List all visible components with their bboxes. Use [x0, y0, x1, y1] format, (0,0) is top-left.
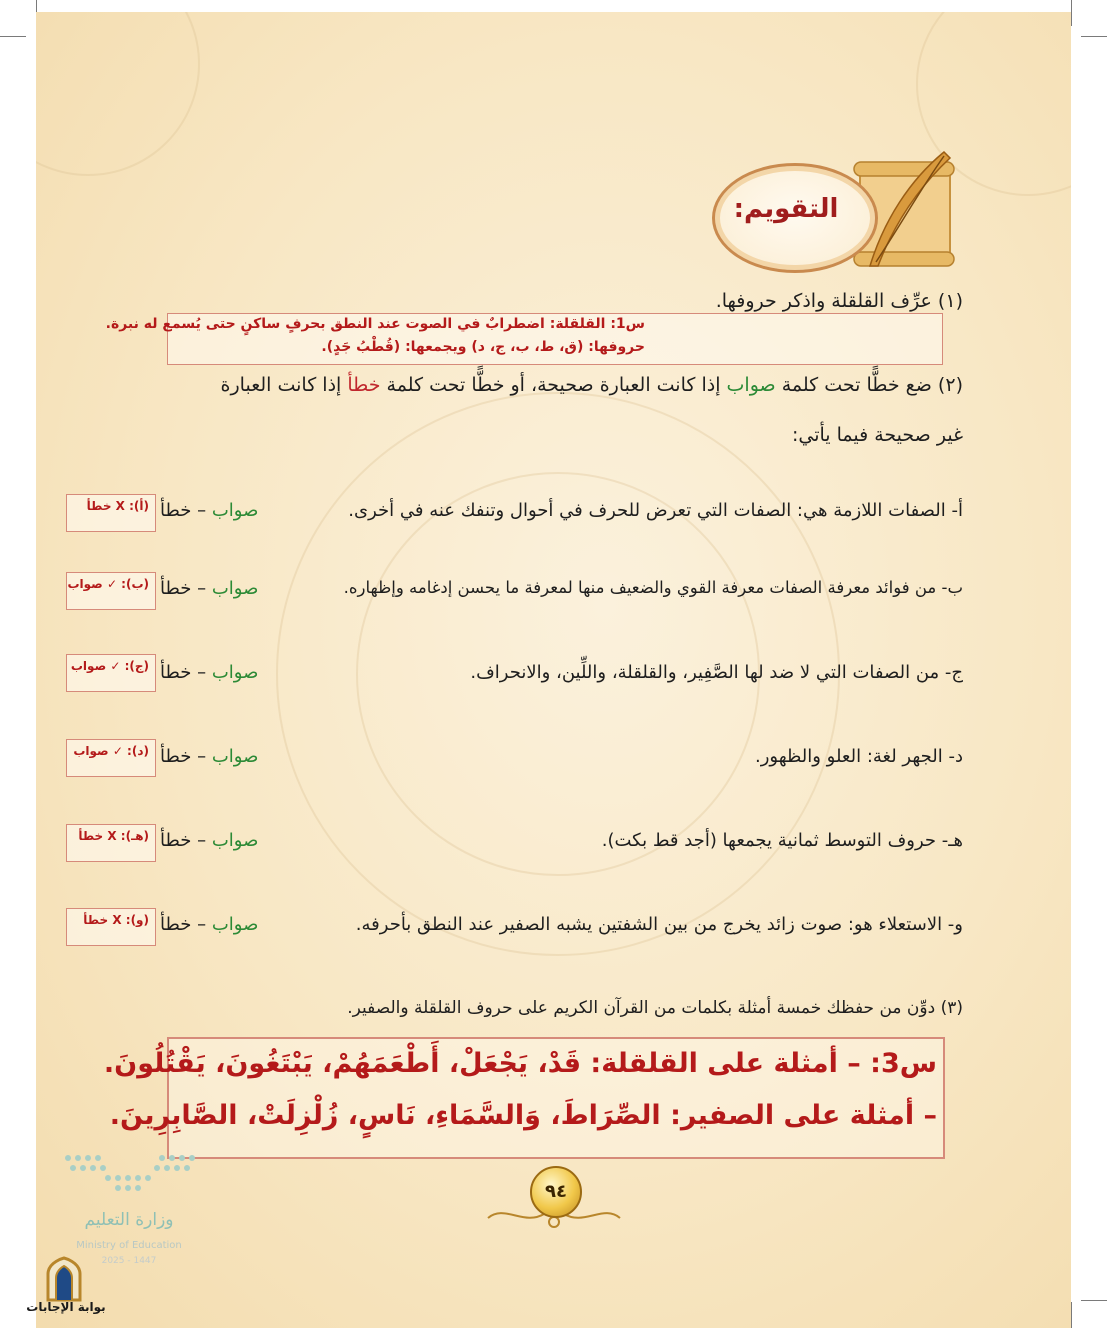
ministry-dots-logo-icon: [62, 1152, 198, 1198]
item-b-text: ب- من فوائد معرفة الصفات معرفة القوي والضعيف منها لمعرفة ما يحسن إدغامه وإظهاره.: [343, 578, 963, 597]
background-ornament: [36, 12, 200, 176]
page-number: ٩٤: [530, 1166, 582, 1218]
option-dash: –: [197, 500, 207, 521]
crop-mark: [1081, 36, 1107, 37]
item-e-text: هـ- حروف التوسط ثمانية يجمعها (أجد قط بكت).: [601, 830, 963, 851]
answer-mark-d: (د): ✓ صواب: [66, 739, 156, 777]
option-wrong[interactable]: خطأ: [160, 830, 192, 851]
answer-mark-a: (أ): X خطأ: [66, 494, 156, 532]
question-2-suffix: إذا كانت العبارة: [220, 374, 348, 396]
option-correct[interactable]: صواب: [211, 746, 259, 767]
option-dash: –: [197, 662, 207, 683]
answer-1-line-2: حروفها: (ق، ط، ب، ج، د) ويجمعها: (قُطْبُ جَدٍ).: [321, 339, 645, 355]
answer-mark-c: (ج): ✓ صواب: [66, 654, 156, 692]
question-1: (١) عرِّف القلقلة واذكر حروفها.: [715, 290, 963, 312]
answer-3-line-2: – أمثلة على الصفير: الصِّرَاطَ، وَالسَّمَاءِ، نَاسٍ، زُلْزِلَتْ، الصَّابِرِينَ.: [109, 1100, 937, 1131]
question-2-prefix: (٢) ضع خطًّا تحت كلمة: [775, 374, 963, 396]
option-correct[interactable]: صواب: [211, 578, 259, 599]
crop-mark: [0, 36, 26, 37]
option-wrong[interactable]: خطأ: [160, 914, 192, 935]
option-dash: –: [197, 830, 207, 851]
question-2-line-1: [221, 374, 963, 396]
crop-mark: [1081, 1300, 1107, 1301]
option-correct[interactable]: صواب: [211, 500, 259, 521]
option-dash: –: [197, 746, 207, 767]
item-f-text: و- الاستعلاء هو: صوت زائد يخرج من بين الشفتين يشبه الصفير عند النطق بأحرفه.: [355, 914, 963, 935]
answer-1-line-1: س1: القلقلة: اضطرابٌ في الصوت عند النطق بحرفٍ ساكنٍ حتى يُسمع له نبرة.: [105, 316, 645, 332]
option-wrong[interactable]: خطأ: [160, 578, 192, 599]
option-wrong[interactable]: خطأ: [160, 500, 192, 521]
option-wrong[interactable]: خطأ: [160, 662, 192, 683]
option-row: [160, 830, 258, 851]
option-wrong[interactable]: خطأ: [160, 746, 192, 767]
question-2-line-2: غير صحيحة فيما يأتي:: [791, 424, 963, 446]
crop-mark: [1071, 1302, 1072, 1328]
option-row: [160, 578, 258, 599]
answer-mark-f: (و): X خطأ: [66, 908, 156, 946]
word-wrong: خطأ: [347, 374, 381, 396]
option-dash: –: [197, 914, 207, 935]
answers-gate-watermark: بوابة الإجابات: [26, 1300, 106, 1314]
ministry-year: 2025 - 1447: [101, 1256, 157, 1266]
option-correct[interactable]: صواب: [211, 914, 259, 935]
word-correct: صواب: [726, 374, 776, 396]
answer-mark-e: (هـ): X خطأ: [66, 824, 156, 862]
ministry-name-en: Ministry of Education: [76, 1240, 182, 1251]
section-title: التقويم:: [733, 194, 839, 224]
item-c-text: ج- من الصفات التي لا ضد لها الصَّفِير، والقلقلة، واللِّين، والانحراف.: [470, 662, 963, 683]
answer-mark-b: (ب): ✓ صواب: [66, 572, 156, 610]
option-dash: –: [197, 578, 207, 599]
option-correct[interactable]: صواب: [211, 662, 259, 683]
answer-3-line-1: س3: – أمثلة على القلقلة: قَدْ، يَجْعَلْ، أَطْعَمَهُمْ، يَبْتَغُونَ، يَقْتُلُونَ.: [103, 1048, 937, 1079]
answers-gate-logo-icon: [44, 1256, 84, 1302]
option-row: [160, 662, 258, 683]
option-row: [160, 746, 258, 767]
crop-mark: [1071, 0, 1072, 26]
question-2-mid: إذا كانت العبارة صحيحة، أو خطًّا تحت كلمة: [380, 374, 727, 396]
ministry-name-ar: وزارة التعليم: [84, 1210, 174, 1230]
option-row: [160, 914, 258, 935]
option-row: [160, 500, 258, 521]
question-3: (٣) دوِّن من حفظك خمسة أمثلة بكلمات من القرآن الكريم على حروف القلقلة والصفير.: [347, 998, 963, 1018]
item-d-text: د- الجهر لغة: العلو والظهور.: [755, 746, 963, 767]
option-correct[interactable]: صواب: [211, 830, 259, 851]
item-a-text: أ- الصفات اللازمة هي: الصفات التي تعرض للحرف في أحوال وتنفك عنه في أخرى.: [348, 500, 963, 521]
